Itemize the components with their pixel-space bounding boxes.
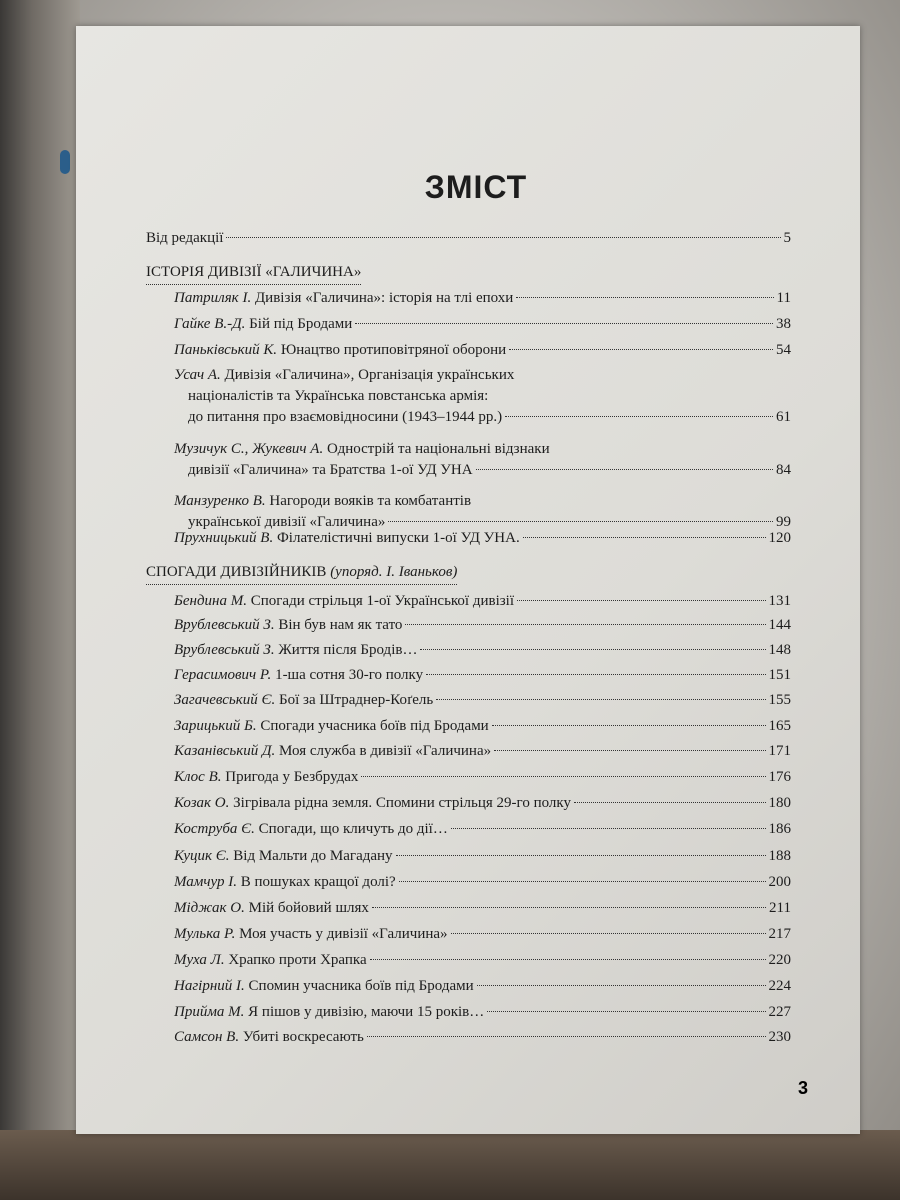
toc-entry[interactable]: [174, 793, 791, 814]
entry-title: Бій під Бродами: [249, 316, 353, 332]
toc-entry[interactable]: [174, 1027, 791, 1048]
entry-author: Герасимович Р.: [174, 667, 272, 683]
entry-title: 1-ша сотня 30-го полку: [275, 667, 424, 683]
toc-entry[interactable]: [174, 491, 791, 533]
entry-title: Життя після Бродів…: [278, 642, 418, 658]
leader-dots: [477, 985, 766, 986]
toc-entry[interactable]: [174, 640, 791, 661]
leader-dots: [517, 600, 765, 601]
page-number: 11: [776, 290, 791, 306]
leader-dots: [388, 521, 773, 522]
page-number: 165: [768, 718, 791, 734]
toc-entry[interactable]: [174, 528, 791, 549]
book-page: [76, 26, 860, 1134]
entry-title: Філателістичні випуски 1-ої УД УНА.: [276, 530, 520, 546]
page-number: 211: [769, 900, 791, 916]
toc-entry[interactable]: [174, 314, 791, 335]
leader-dots: [372, 907, 766, 908]
entry-author: Гайке В.-Д.: [174, 316, 246, 332]
entry-title: Я пішов у дивізію, маючи 15 років…: [248, 1004, 485, 1020]
page-number: 120: [768, 530, 791, 546]
entry-title: Спогади, що кличуть до дії…: [258, 821, 448, 837]
entry-title-line: української дивізії «Галичина»: [188, 514, 386, 530]
leader-dots: [436, 699, 765, 700]
entry-title: В пошуках кращої долі?: [240, 874, 396, 890]
entry-author: Прухницький В.: [174, 530, 274, 546]
leader-dots: [574, 802, 766, 803]
toc-entry[interactable]: [174, 615, 791, 636]
entry-author: Казанівський Д.: [174, 743, 276, 759]
page-number: 151: [768, 667, 791, 683]
entry-author: Міджак О.: [174, 900, 245, 916]
entry-author: Куцик Є.: [174, 848, 230, 864]
toc-entry[interactable]: [174, 872, 791, 893]
leader-dots: [355, 323, 773, 324]
entry-title: Мій бойовий шлях: [248, 900, 369, 916]
section-heading-history: ІСТОРІЯ ДИВІЗІЇ «ГАЛИЧИНА»: [146, 262, 361, 285]
page-folio-number: 3: [797, 1078, 808, 1098]
toc-entry[interactable]: [174, 591, 791, 612]
leader-dots: [226, 237, 780, 238]
entry-title: Моя участь у дивізії «Галичина»: [239, 926, 448, 942]
entry-title: Бої за Штраднер-Коґель: [279, 692, 434, 708]
entry-title: Спогади учасника боїв під Бродами: [260, 718, 489, 734]
entry-author: Зарицький Б.: [174, 718, 257, 734]
entry-author: Паньківський К.: [174, 342, 278, 358]
entry-author: Нагірний І.: [174, 978, 245, 994]
leader-dots: [451, 933, 766, 934]
toc-entry-intro[interactable]: [146, 228, 791, 249]
toc-entry[interactable]: [174, 846, 791, 867]
entry-author: Муха Л.: [174, 952, 225, 968]
entry-author: Врублевський З.: [174, 642, 275, 658]
page-number: 188: [768, 848, 791, 864]
toc-entry[interactable]: [174, 1002, 791, 1023]
toc-entry[interactable]: [174, 439, 791, 481]
page-number: 84: [776, 462, 791, 478]
entry-author: Патриляк І.: [174, 290, 252, 306]
page-number: 200: [768, 874, 791, 890]
entry-title: Спомин учасника боїв під Бродами: [248, 978, 474, 994]
entry-title-line: дивізії «Галичина» та Братства 1-ої УД УНА: [188, 462, 473, 478]
toc-entry[interactable]: [174, 288, 791, 309]
entry-title: Від редакції: [146, 230, 224, 246]
page-number: 227: [768, 1004, 791, 1020]
leader-dots: [509, 349, 773, 350]
leader-dots: [405, 624, 765, 625]
page-number: 176: [768, 769, 791, 785]
toc-entry[interactable]: [174, 767, 791, 788]
leader-dots: [505, 416, 773, 417]
entry-title: Моя служба в дивізії «Галичина»: [279, 743, 492, 759]
page-number: 61: [776, 409, 791, 425]
leader-dots: [451, 828, 766, 829]
entry-author: Бендина М.: [174, 593, 247, 609]
page-number: 38: [776, 316, 791, 332]
toc-entry[interactable]: [174, 665, 791, 686]
book-spine: [0, 0, 80, 1200]
entry-author: Мулька Р.: [174, 926, 236, 942]
page-number: 180: [768, 795, 791, 811]
page-number: 171: [768, 743, 791, 759]
entry-author: Врублевський З.: [174, 617, 275, 633]
page-content: [146, 26, 806, 1126]
entry-author: Коструба Є.: [174, 821, 255, 837]
page-number: 131: [768, 593, 791, 609]
entry-title: Пригода у Безбрудах: [225, 769, 359, 785]
entry-title: Дивізія «Галичина»: історія на тлі епохи: [254, 290, 514, 306]
entry-title-line: Однострій та національні відзнаки: [326, 441, 550, 457]
entry-title-line: Нагороди вояків та комбатантів: [269, 493, 472, 509]
page-number: 155: [768, 692, 791, 708]
entry-title: Храпко проти Храпка: [228, 952, 367, 968]
toc-entry[interactable]: [174, 365, 791, 428]
leader-dots: [523, 537, 766, 538]
entry-title: Спогади стрільця 1-ої Української дивізії: [250, 593, 515, 609]
leader-dots: [367, 1036, 766, 1037]
entry-author: Прийма М.: [174, 1004, 245, 1020]
entry-author: Загачевський Є.: [174, 692, 276, 708]
entry-title: Він був нам як тато: [278, 617, 403, 633]
toc-entry[interactable]: [174, 976, 791, 997]
page-number: 148: [768, 642, 791, 658]
page-number: 144: [768, 617, 791, 633]
entry-title: Від Мальти до Магадану: [233, 848, 393, 864]
entry-author: Клос В.: [174, 769, 222, 785]
cover-mark: [60, 150, 70, 174]
page-number: 54: [776, 342, 791, 358]
leader-dots: [492, 725, 766, 726]
section-heading-text: СПОГАДИ ДИВІЗІЙНИКІВ: [146, 564, 327, 580]
leader-dots: [370, 959, 766, 960]
page-number: 186: [768, 821, 791, 837]
toc-entry[interactable]: [174, 950, 791, 971]
entry-author: Манзуренко В.: [174, 493, 266, 509]
entry-title-line: до питання про взаємовідносини (1943–1944 рр.): [188, 409, 503, 425]
page-title: ЗМІСТ: [424, 169, 528, 205]
entry-author: Козак О.: [174, 795, 230, 811]
entry-author: Музичук С., Жукевич А.: [174, 441, 324, 457]
toc-entry[interactable]: [174, 690, 791, 711]
leader-dots: [426, 674, 765, 675]
leader-dots: [494, 750, 765, 751]
leader-dots: [399, 881, 766, 882]
page-number: 99: [776, 514, 791, 530]
toc-entry[interactable]: [174, 716, 791, 737]
section-heading-memoirs: [146, 562, 457, 585]
page-number: 230: [768, 1029, 791, 1045]
entry-title: Убиті воскресають: [242, 1029, 364, 1045]
entry-title-line: націоналістів та Українська повстанська армія:: [188, 388, 489, 404]
entry-title-line: Дивізія «Галичина», Організація українських: [224, 367, 515, 383]
page-number: 5: [783, 230, 791, 246]
leader-dots: [476, 469, 773, 470]
leader-dots: [487, 1011, 765, 1012]
entry-title: Юнацтво протиповітряної оборони: [280, 342, 507, 358]
table-surface: [0, 1130, 900, 1200]
page-number: 224: [768, 978, 791, 994]
toc-entry[interactable]: [174, 924, 791, 945]
toc-entry[interactable]: [174, 819, 791, 840]
entry-author: Усач А.: [174, 367, 221, 383]
entry-author: Самсон В.: [174, 1029, 240, 1045]
toc-entry[interactable]: [174, 898, 791, 919]
entry-title: Зігрівала рідна земля. Спомини стрільця 29-го полку: [233, 795, 571, 811]
leader-dots: [516, 297, 773, 298]
section-heading-note: (упоряд. І. Іваньков): [330, 564, 458, 580]
toc-entry[interactable]: [174, 340, 791, 361]
leader-dots: [396, 855, 766, 856]
leader-dots: [361, 776, 765, 777]
leader-dots: [420, 649, 765, 650]
entry-author: Мамчур І.: [174, 874, 237, 890]
page-number: 220: [768, 952, 791, 968]
toc-entry[interactable]: [174, 741, 791, 762]
page-number: 217: [768, 926, 791, 942]
